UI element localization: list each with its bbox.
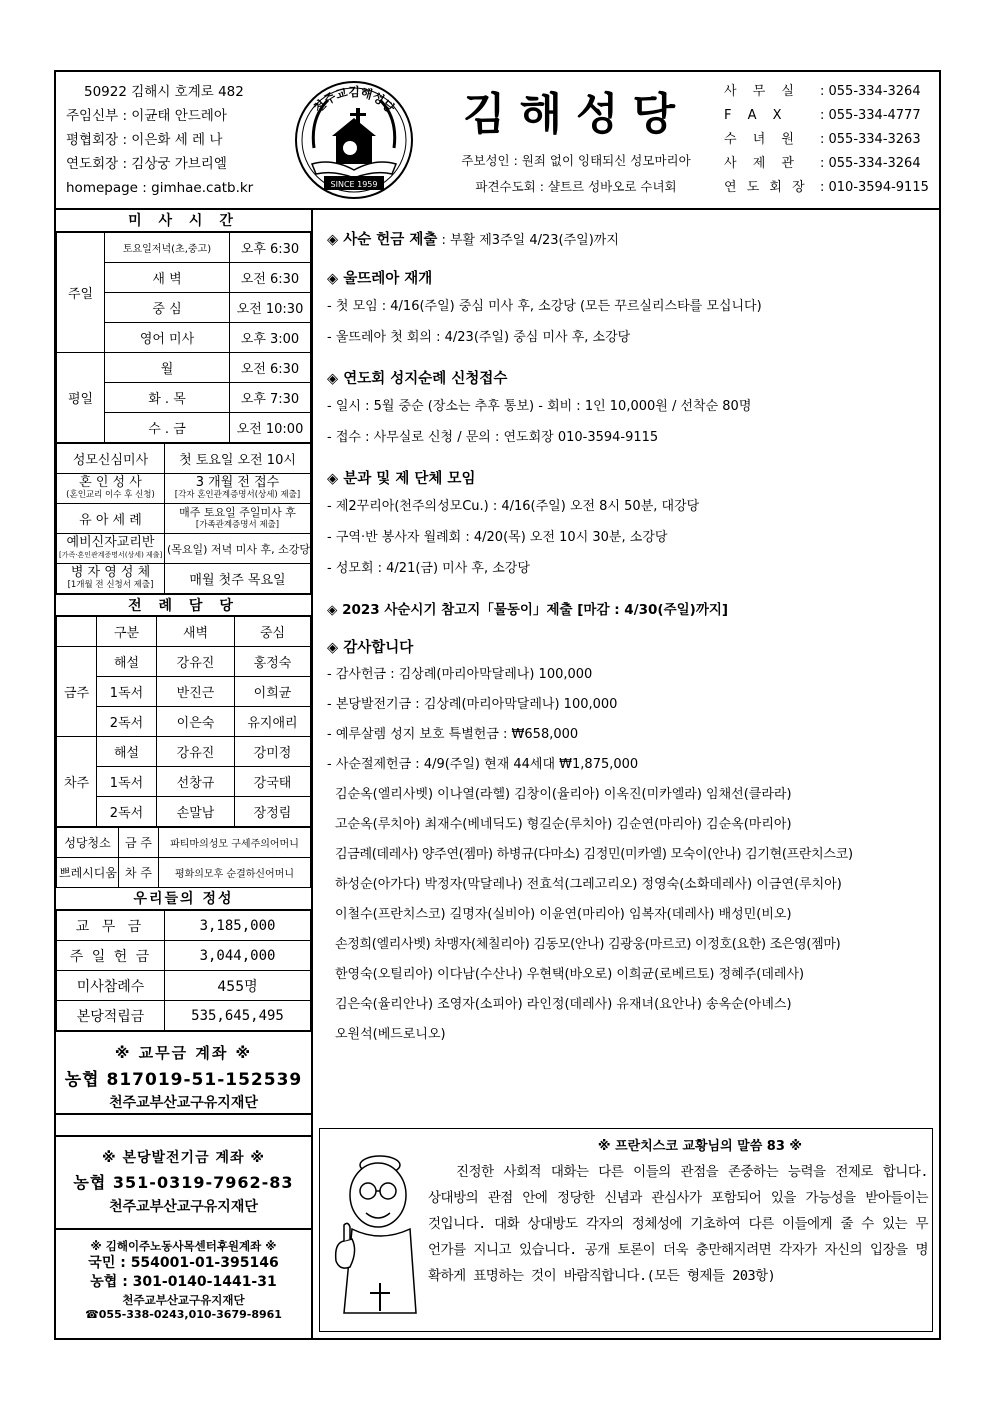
development-account-title: ※ 본당발전기금 계좌 ※	[101, 1150, 266, 1166]
mass-times-title: 미 사 시 간	[56, 210, 311, 232]
notice-line: - 사순절제헌금 : 4/9(주일) 현재 44세대 ₩1,875,000	[327, 757, 639, 772]
contact-label: 수 녀 원	[724, 132, 800, 147]
contact-row	[724, 80, 936, 104]
liturgy-role: 1독서	[97, 677, 157, 707]
offering-title: 우리들의 정성	[56, 888, 311, 910]
cleaning-group: 평화의모후 순결하신어머니	[159, 858, 311, 888]
council-president: 평협회장 : 이은화 세 레 나	[66, 132, 223, 148]
liturgy-header: 새벽	[157, 617, 235, 647]
notice-title	[327, 228, 933, 253]
development-account-number: 농협 351-0319-7962-83	[73, 1173, 294, 1192]
parish-seal-icon	[292, 78, 416, 202]
sacrament-note: [가족관계증명서 제출]	[195, 519, 280, 530]
migrant-center-account	[56, 1230, 311, 1321]
notice-line: - 첫 모임 : 4/16(주일) 중심 미사 후, 소강당 (모든 꾸르실리스타를 모십니다)	[327, 299, 762, 314]
notice-line: - 제2꾸리아(천주의성모Cu.) : 4/16(주일) 오전 8시 50분, 대강당	[327, 499, 700, 514]
mass-name: 수 . 금	[105, 413, 230, 443]
sacrament-name: 성모신심미사	[57, 444, 165, 474]
pope-caricature-icon	[330, 1143, 422, 1323]
sacrament-value: 3 개월 전 접수	[195, 474, 280, 490]
offering-label: 주 일 헌 금	[57, 941, 165, 971]
offering-label: 미사참례수	[57, 971, 165, 1001]
address: 50922 김해시 호계로 482	[84, 84, 244, 100]
offering-label: 본당적립금	[57, 1001, 165, 1031]
cleaning-week: 차 주	[119, 858, 159, 888]
migrant-account-owner: 천주교부산교구유지재단	[122, 1293, 245, 1307]
mass-time: 오전 10:30	[230, 293, 311, 323]
elder-president: 연도회장 : 김상궁 가브리엘	[66, 156, 227, 172]
migrant-account-number: 국민 : 554001-01-395146	[88, 1255, 279, 1271]
development-account	[56, 1135, 311, 1230]
pastor: 주임신부 : 이균태 안드레아	[66, 108, 227, 124]
donor-line: 손정희(엘리사벳) 차맹자(체칠리아) 김동모(안나) 김광웅(마르코) 이정호(요한) 조은영(젬마)	[335, 937, 841, 952]
tithe-account-title: ※ 교무금 계좌 ※	[114, 1044, 253, 1062]
donor-line: 이철수(프란치스코) 길명자(실비아) 이윤연(마리아) 임복자(데레사) 배성민(비오)	[335, 907, 792, 922]
contact-label: F A X	[724, 108, 788, 123]
offering-value: 3,185,000	[165, 911, 311, 941]
donor-line: 한영숙(오틸리아) 이다남(수산나) 우현택(바오로) 이희균(로베르토) 정혜주(데레사)	[335, 967, 805, 982]
sacrament-note: [각자 혼인관계증명서(상세) 제출]	[174, 489, 301, 500]
migrant-account-number: 농협 : 301-0140-1441-31	[90, 1274, 277, 1290]
notice-title-text: ◈ 사순 헌금 제출	[327, 232, 438, 248]
contact-value: : 055-334-3264	[820, 84, 921, 99]
migrant-account-phone: ☎055-338-0243,010-3679-8961	[85, 1308, 282, 1321]
offering-value: 3,044,000	[165, 941, 311, 971]
notice-line: - 성모회 : 4/21(금) 미사 후, 소강당	[327, 561, 530, 576]
liturgy-role: 해설	[97, 647, 157, 677]
liturgy-person: 강미정	[235, 737, 311, 767]
sacrament-note: (혼인교리 이수 후 신청)	[66, 489, 155, 500]
contact-list	[724, 80, 936, 200]
sacrament-value: 매월 첫주 목요일	[165, 564, 311, 594]
notice-title: ◈ 울뜨레아 재개	[327, 271, 433, 287]
pope-quote-box	[319, 1128, 933, 1332]
contact-row	[724, 128, 936, 152]
liturgy-person: 강국태	[235, 767, 311, 797]
liturgy-person: 이은숙	[157, 707, 235, 737]
mass-time: 오후 6:30	[230, 233, 311, 263]
right-column	[313, 210, 939, 1338]
development-account-owner: 천주교부산교구유지재단	[109, 1199, 258, 1215]
liturgy-person: 반진근	[157, 677, 235, 707]
homepage: homepage : gimhae.catb.kr	[66, 180, 254, 196]
notice-title-extra: : 부활 제3주일 4/23(주일)까지	[437, 233, 619, 248]
sacrament-value: 첫 토요일 오전 10시	[165, 444, 311, 474]
sacrament-note: [1개월 전 신청서 제출]	[67, 579, 154, 590]
bulletin-frame	[54, 70, 941, 1340]
contact-value: : 055-334-3263	[820, 132, 921, 147]
cleaning-label: 쁘레시디움	[57, 858, 119, 888]
notice-title: ◈ 감사합니다	[327, 640, 414, 656]
notices	[327, 220, 933, 1050]
seal-text: 천주교김해성당	[310, 85, 398, 116]
liturgy-person: 선창규	[157, 767, 235, 797]
cleaning-group: 파티마의성모 구세주의어머니	[159, 828, 311, 858]
sacrament-name-cell	[57, 564, 165, 594]
mission-order: 파견수도회 : 샬트르 성바오로 수녀회	[475, 179, 677, 194]
contact-value: : 055-334-4777	[820, 108, 921, 123]
notice-line: - 예루살렘 성지 보호 특별헌금 : ₩658,000	[327, 727, 579, 742]
contact-row	[724, 152, 936, 176]
next-week-label: 차주	[57, 737, 97, 827]
liturgy-header: 구분	[97, 617, 157, 647]
cleaning-week: 금 주	[119, 828, 159, 858]
notice-line: - 울뜨레아 첫 회의 : 4/23(주일) 중심 미사 후, 소강당	[327, 330, 631, 345]
contact-label: 사 무 실	[724, 84, 800, 99]
mass-name: 새 벽	[105, 263, 230, 293]
sacrament-name: 혼 인 성 사	[79, 474, 142, 490]
patron-saint: 주보성인 : 원죄 없이 잉태되신 성모마리아	[461, 153, 691, 168]
mass-time: 오후 3:00	[230, 323, 311, 353]
this-week-label: 금주	[57, 647, 97, 737]
mass-name: 토요일저녁(초,중고)	[105, 233, 230, 263]
liturgy-person: 장정림	[235, 797, 311, 827]
tithe-account-owner: 천주교부산교구유지재단	[109, 1095, 258, 1111]
parish-info	[66, 80, 286, 200]
donor-line: 하성순(아가다) 박정자(막달레나) 전효석(그레고리오) 정영숙(소화데레사) 이금연(루치아)	[335, 877, 842, 892]
tithe-account	[56, 1030, 311, 1115]
liturgy-corner	[57, 617, 97, 647]
donor-line: 김금례(데레사) 양주연(젬마) 하병규(다마소) 김정민(미카엘) 모숙이(안나) 김기현(프란치스코)	[335, 847, 853, 862]
notice-title: ◈ 2023 사순시기 참고지「물동이」제출 [마감 : 4/30(주일)까지]	[327, 602, 729, 618]
sacrament-note: [가족·혼인관계증명서(상세) 제출]	[59, 550, 163, 559]
donor-line: 오원석(베드로니오)	[335, 1027, 446, 1042]
tithe-account-number: 농협 817019-51-152539	[64, 1070, 303, 1090]
mass-time: 오전 6:30	[230, 353, 311, 383]
liturgy-role: 2독서	[97, 797, 157, 827]
sacrament-name: 예비신자교리반	[66, 534, 155, 550]
mass-name: 영어 미사	[105, 323, 230, 353]
liturgy-person: 이희균	[235, 677, 311, 707]
liturgy-person: 강유진	[157, 647, 235, 677]
mass-name: 월	[105, 353, 230, 383]
offering-label: 교 무 금	[57, 911, 165, 941]
sacrament-name: 유 아 세 례	[57, 504, 165, 534]
sacrament-value-cell	[165, 504, 311, 534]
sacrament-value: 매주 토요일 주일미사 후	[179, 505, 296, 519]
cleaning-label: 성당청소	[57, 828, 119, 858]
contact-value: : 055-334-3264	[820, 156, 921, 171]
mass-name: 화 . 목	[105, 383, 230, 413]
sacrament-name: 병 자 영 성 체	[70, 564, 151, 580]
offering-table	[56, 910, 311, 1031]
liturgy-person: 홍정숙	[235, 647, 311, 677]
mass-time: 오전 6:30	[230, 263, 311, 293]
pope-quote-title: ※ 프란치스코 교황님의 말씀 83 ※	[597, 1139, 803, 1154]
weekday-label: 평일	[57, 353, 105, 443]
liturgy-person: 강유진	[157, 737, 235, 767]
notice-line: - 감사헌금 : 김상례(마리아막달레나) 100,000	[327, 667, 593, 682]
header	[56, 72, 939, 210]
contact-row	[724, 176, 936, 200]
notice-line: - 접수 : 사무실로 신청 / 문의 : 연도회장 010-3594-9115	[327, 430, 659, 445]
contact-value: : 010-3594-9115	[820, 180, 929, 195]
liturgy-person: 손말남	[157, 797, 235, 827]
notice-line: - 일시 : 5월 중순 (장소는 추후 통보) - 회비 : 1인 10,000원 / 선착순 80명	[327, 399, 752, 414]
patron-info	[446, 148, 706, 200]
sacraments-table	[56, 443, 311, 594]
donor-line: 고순옥(루치아) 최재수(베네딕도) 형길순(루치아) 김순연(마리아) 김순옥(마리아)	[335, 817, 792, 832]
contact-row	[724, 104, 936, 128]
parish-title: 김해성당	[462, 89, 689, 140]
liturgy-person: 유지애리	[235, 707, 311, 737]
liturgy-role: 2독서	[97, 707, 157, 737]
offering-value: 535,645,495	[165, 1001, 311, 1031]
mass-name: 중 심	[105, 293, 230, 323]
donor-line: 김순옥(엘리사벳) 이나열(라헬) 김창이(율리아) 이옥진(미카엘라) 임채선(클라라)	[335, 787, 792, 802]
migrant-account-title: ※ 김해이주노동사목센터후원계좌 ※	[90, 1239, 277, 1253]
mass-times-table	[56, 232, 311, 443]
contact-label: 사 제 관	[724, 156, 800, 171]
donor-line: 김은숙(율리안나) 조영자(소피아) 라인정(데레사) 유재녀(요안나) 송옥순(아녜스)	[335, 997, 792, 1012]
pope-quote-text: 진정한 사회적 대화는 다른 이들의 관점을 존중하는 능력을 전제로 합니다. 상대방의 관점 안에 정당한 신념과 관심사가 포함되어 있을 가능성을 받아들이는 것입니다. 대화 상대방도 각자의 정체성에 기초하여 다른 이들에게 줄 수 있는 무언가를 지니고 있습니다. 공개 토론이 더욱 충만해지려면 각자가 자신의 입장을 명확하게 표명하는 것이 바람직합니다.(모든 형제들 203항)	[428, 1164, 928, 1284]
mass-time: 오전 10:00	[230, 413, 311, 443]
offering-value: 455명	[165, 971, 311, 1001]
svg-text:천주교김해성당	[310, 84, 398, 116]
sunday-label: 주일	[57, 233, 105, 353]
sacrament-value-cell	[165, 474, 311, 504]
sacrament-value: (목요일) 저녁 미사 후, 소강당	[165, 534, 311, 564]
cleaning-table	[56, 827, 311, 888]
liturgy-table	[56, 616, 311, 827]
contact-label: 연 도 회 장	[724, 180, 808, 195]
notice-line: - 구역·반 봉사자 월례회 : 4/20(목) 오전 10시 30분, 소강당	[327, 530, 668, 545]
liturgy-role: 해설	[97, 737, 157, 767]
liturgy-title: 전 례 담 당	[56, 594, 311, 616]
sacrament-name-cell	[57, 534, 165, 564]
mass-time: 오후 7:30	[230, 383, 311, 413]
liturgy-header: 중심	[235, 617, 311, 647]
notice-line: - 본당발전기금 : 김상례(마리아막달레나) 100,000	[327, 697, 618, 712]
liturgy-role: 1독서	[97, 767, 157, 797]
sacrament-name-cell	[57, 474, 165, 504]
notice-title: ◈ 분과 및 제 단체 모임	[327, 471, 476, 487]
notice-title: ◈ 연도회 성지순례 신청접수	[327, 371, 508, 387]
left-column	[56, 210, 313, 1338]
seal-since: SINCE 1959	[330, 180, 378, 189]
